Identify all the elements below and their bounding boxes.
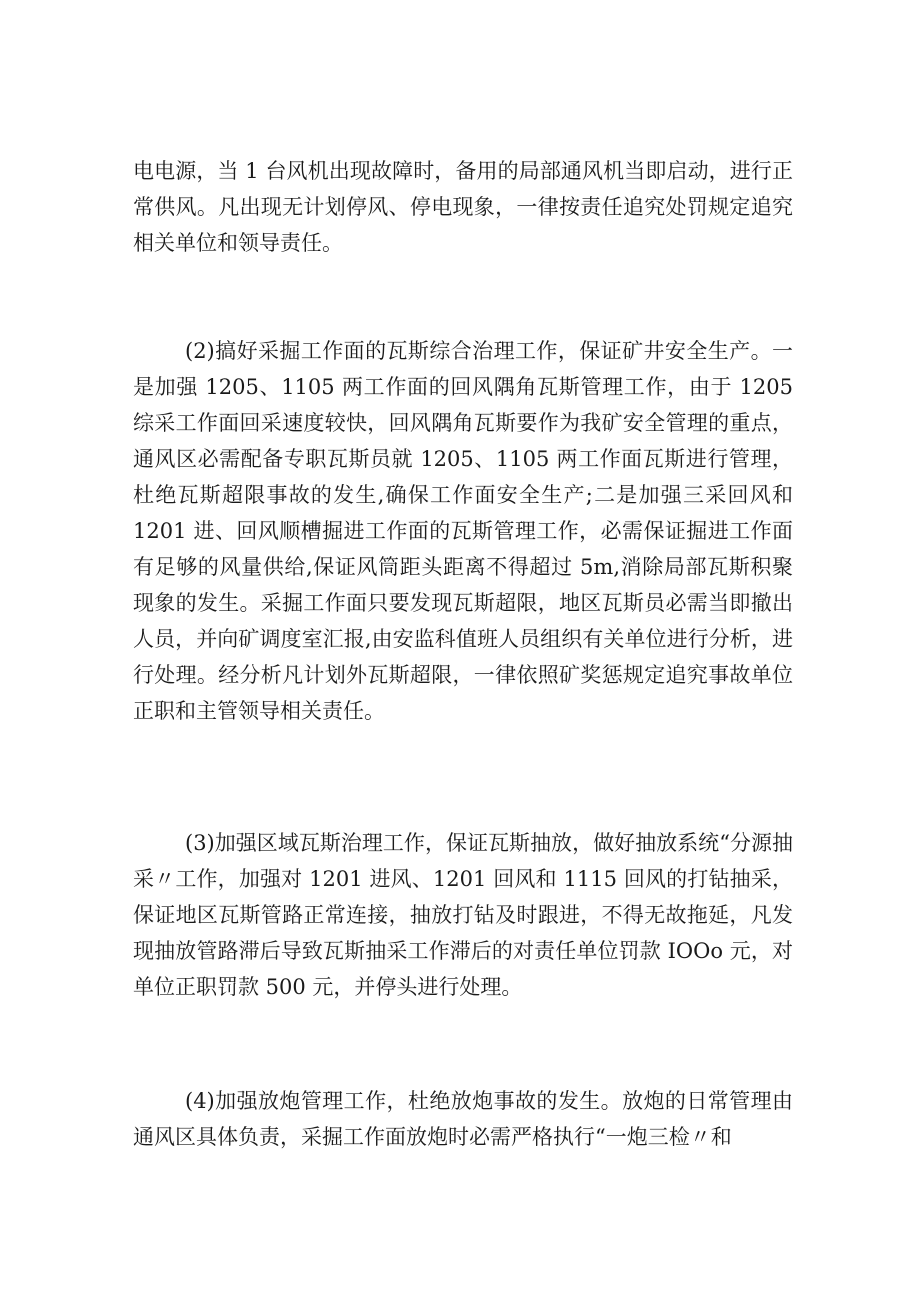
paragraph-2 — [133, 333, 793, 729]
paragraph-1 — [133, 153, 793, 261]
paragraph-text: (3)加强区域瓦斯治理工作，保证瓦斯抽放，做好抽放系统“分源抽采〃工作，加强对 1201 进风、1201 回风和 1115 回风的打钻抽采，保证地区瓦斯管路正常连接，抽放打钻及时跟进，不得无故拖延，凡发现抽放管路滞后导致瓦斯抽采工作滞后的对责任单位罚款 IOOo 元，对单位正职罚款 500 元，并停头进行处理。 — [133, 831, 793, 999]
paragraph-3 — [133, 825, 793, 1005]
paragraph-text: (4)加强放炮管理工作，杜绝放炮事故的发生。放炮的日常管理由通风区具体负责，采掘工作面放炮时必需严格执行“一炮三检〃和 — [133, 1089, 793, 1149]
paragraph-4 — [133, 1083, 793, 1155]
paragraph-text: 电电源，当 1 台风机出现故障时，备用的局部通风机当即启动，进行正常供风。凡出现无计划停风、停电现象，一律按责任追究处罚规定追究相关单位和领导责任。 — [133, 159, 793, 255]
paragraph-text: (2)搞好采掘工作面的瓦斯综合治理工作，保证矿井安全生产。一是加强 1205、1105 两工作面的回风隅角瓦斯管理工作，由于 1205 综采工作面回采速度较快，回风隅角瓦斯要作为我矿安全管理的重点，通风区必需配备专职瓦斯员就 1205、1105 两工作面瓦斯进行管理，杜绝瓦斯超限事故的发生,确保工作面安全生产;二是加强三采回风和 1201 进、回风顺槽掘进工作面的瓦斯管理工作，必需保证掘进工作面有足够的风量供给,保证风筒距头距离不得超过 5m,消除局部瓦斯积聚现象的发生。采掘工作面只要发现瓦斯超限，地区瓦斯员必需当即撤出人员，并向矿调度室汇报,由安监科值班人员组织有关单位进行分析，进行处理。经分析凡计划外瓦斯超限，一律依照矿奖惩规定追究事故单位正职和主管领导相关责任。 — [133, 339, 793, 723]
